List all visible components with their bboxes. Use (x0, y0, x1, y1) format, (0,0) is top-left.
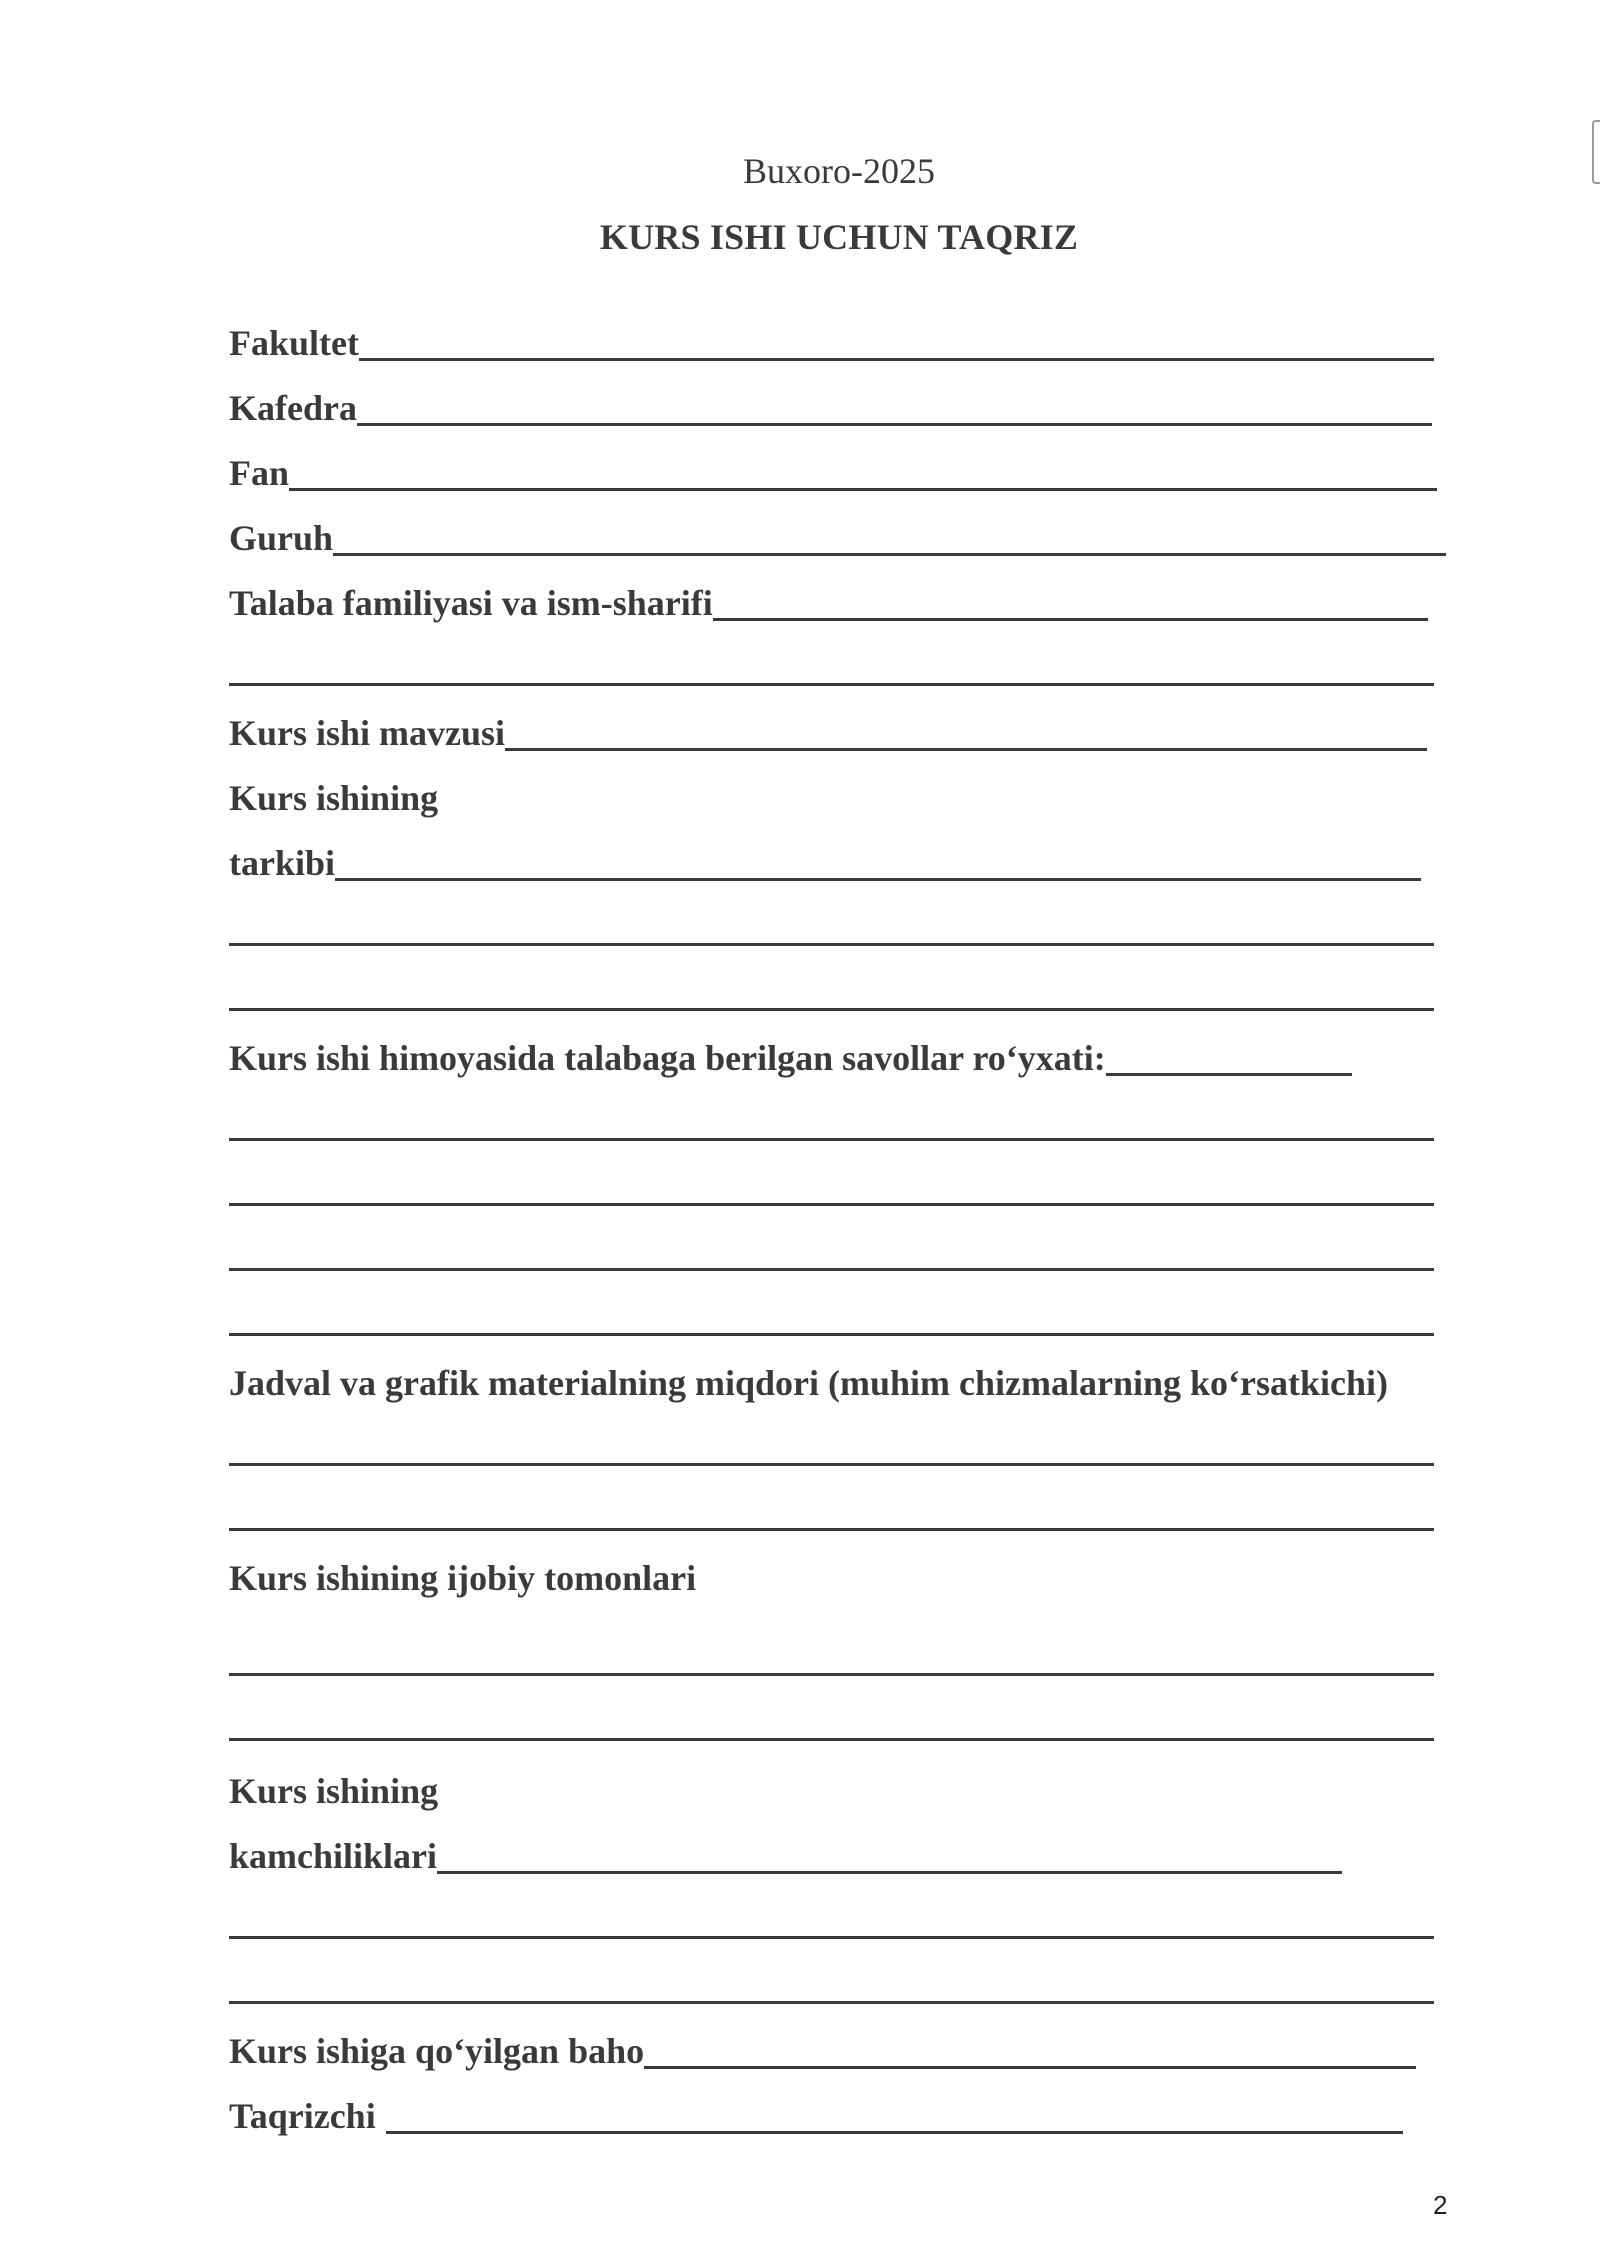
faculty-row (229, 302, 1449, 367)
department-row (229, 367, 1449, 432)
grade-field[interactable] (644, 2066, 1416, 2069)
positives-extra-field-2[interactable] (229, 1738, 1434, 1741)
subject-row (229, 432, 1449, 497)
positives-label: Kurs ishining ijobiy tomonlari (229, 1558, 697, 1598)
positives-row (229, 1537, 1449, 1602)
shortcomings-row (229, 1815, 1449, 1880)
questions-extra-row-1 (229, 1082, 1449, 1147)
city-year: Buxoro-2025 (743, 151, 935, 191)
shortcomings-label-line2: kamchiliklari (229, 1836, 438, 1876)
shortcomings-field[interactable] (437, 1871, 1342, 1874)
structure-label-line2: tarkibi (229, 843, 336, 883)
structure-extra-field-1[interactable] (229, 943, 1434, 946)
document-title: KURS ISHI UCHUN TAQRIZ (599, 217, 1079, 257)
faculty-label: Fakultet (229, 323, 359, 363)
questions-row (229, 1017, 1449, 1082)
structure-heading-row (229, 757, 1449, 822)
review-form (229, 302, 1449, 2140)
topic-field[interactable] (505, 748, 1427, 751)
questions-extra-row-3 (229, 1212, 1449, 1277)
questions-extra-row-2 (229, 1147, 1449, 1212)
shortcomings-extra-field-2[interactable] (229, 2001, 1434, 2004)
shortcomings-extra-field-1[interactable] (229, 1936, 1434, 1939)
structure-extra-row-1 (229, 887, 1449, 952)
subject-label: Fan (229, 453, 290, 493)
questions-field[interactable] (1106, 1073, 1352, 1076)
structure-row (229, 822, 1449, 887)
materials-extra-row-1 (229, 1407, 1449, 1472)
positives-extra-row-1 (229, 1602, 1449, 1682)
materials-row (229, 1342, 1449, 1407)
questions-extra-field-4[interactable] (229, 1333, 1434, 1336)
reviewer-field[interactable] (386, 2131, 1403, 2134)
department-label: Kafedra (229, 388, 357, 428)
student-extra-field[interactable] (229, 683, 1434, 686)
structure-extra-row-2 (229, 952, 1449, 1017)
subject-field[interactable] (289, 488, 1437, 491)
structure-field[interactable] (335, 878, 1421, 881)
group-field[interactable] (333, 553, 1446, 556)
materials-extra-field-1[interactable] (229, 1463, 1434, 1466)
reviewer-row (229, 2075, 1449, 2140)
materials-label: Jadval va grafik materialning miqdori (muhim chizmalarning ko‘rsatkichi) (229, 1363, 1389, 1403)
positives-extra-row-2 (229, 1682, 1449, 1747)
student-row (229, 562, 1449, 627)
student-label: Talaba familiyasi va ism-sharifi (229, 583, 713, 623)
positives-extra-field-1[interactable] (229, 1673, 1434, 1676)
shortcomings-extra-row-1 (229, 1880, 1449, 1945)
questions-label: Kurs ishi himoyasida talabaga berilgan savollar ro‘yxati: (229, 1038, 1106, 1078)
questions-extra-field-2[interactable] (229, 1203, 1434, 1206)
structure-extra-field-2[interactable] (229, 1008, 1434, 1011)
topic-row (229, 692, 1449, 757)
questions-extra-field-3[interactable] (229, 1268, 1434, 1271)
reviewer-label: Taqrizchi (229, 2096, 376, 2136)
topic-label: Kurs ishi mavzusi (229, 713, 506, 753)
department-field[interactable] (357, 423, 1432, 426)
faculty-field[interactable] (359, 358, 1434, 361)
shortcomings-label-line1: Kurs ishining (229, 1771, 439, 1811)
shortcomings-extra-row-2 (229, 1945, 1449, 2010)
materials-extra-field-2[interactable] (229, 1528, 1434, 1531)
grade-label: Kurs ishiga qo‘yilgan baho (229, 2031, 645, 2071)
student-extra-row (229, 627, 1449, 692)
questions-extra-field-1[interactable] (229, 1138, 1434, 1141)
materials-extra-row-2 (229, 1472, 1449, 1537)
shortcomings-heading-row (229, 1747, 1449, 1815)
grade-row (229, 2010, 1449, 2075)
structure-label-line1: Kurs ishining (229, 778, 439, 818)
student-field[interactable] (713, 618, 1428, 621)
group-label: Guruh (229, 518, 334, 558)
group-row (229, 497, 1449, 562)
page-number: 2 (1433, 2190, 1448, 2220)
questions-extra-row-4 (229, 1277, 1449, 1342)
